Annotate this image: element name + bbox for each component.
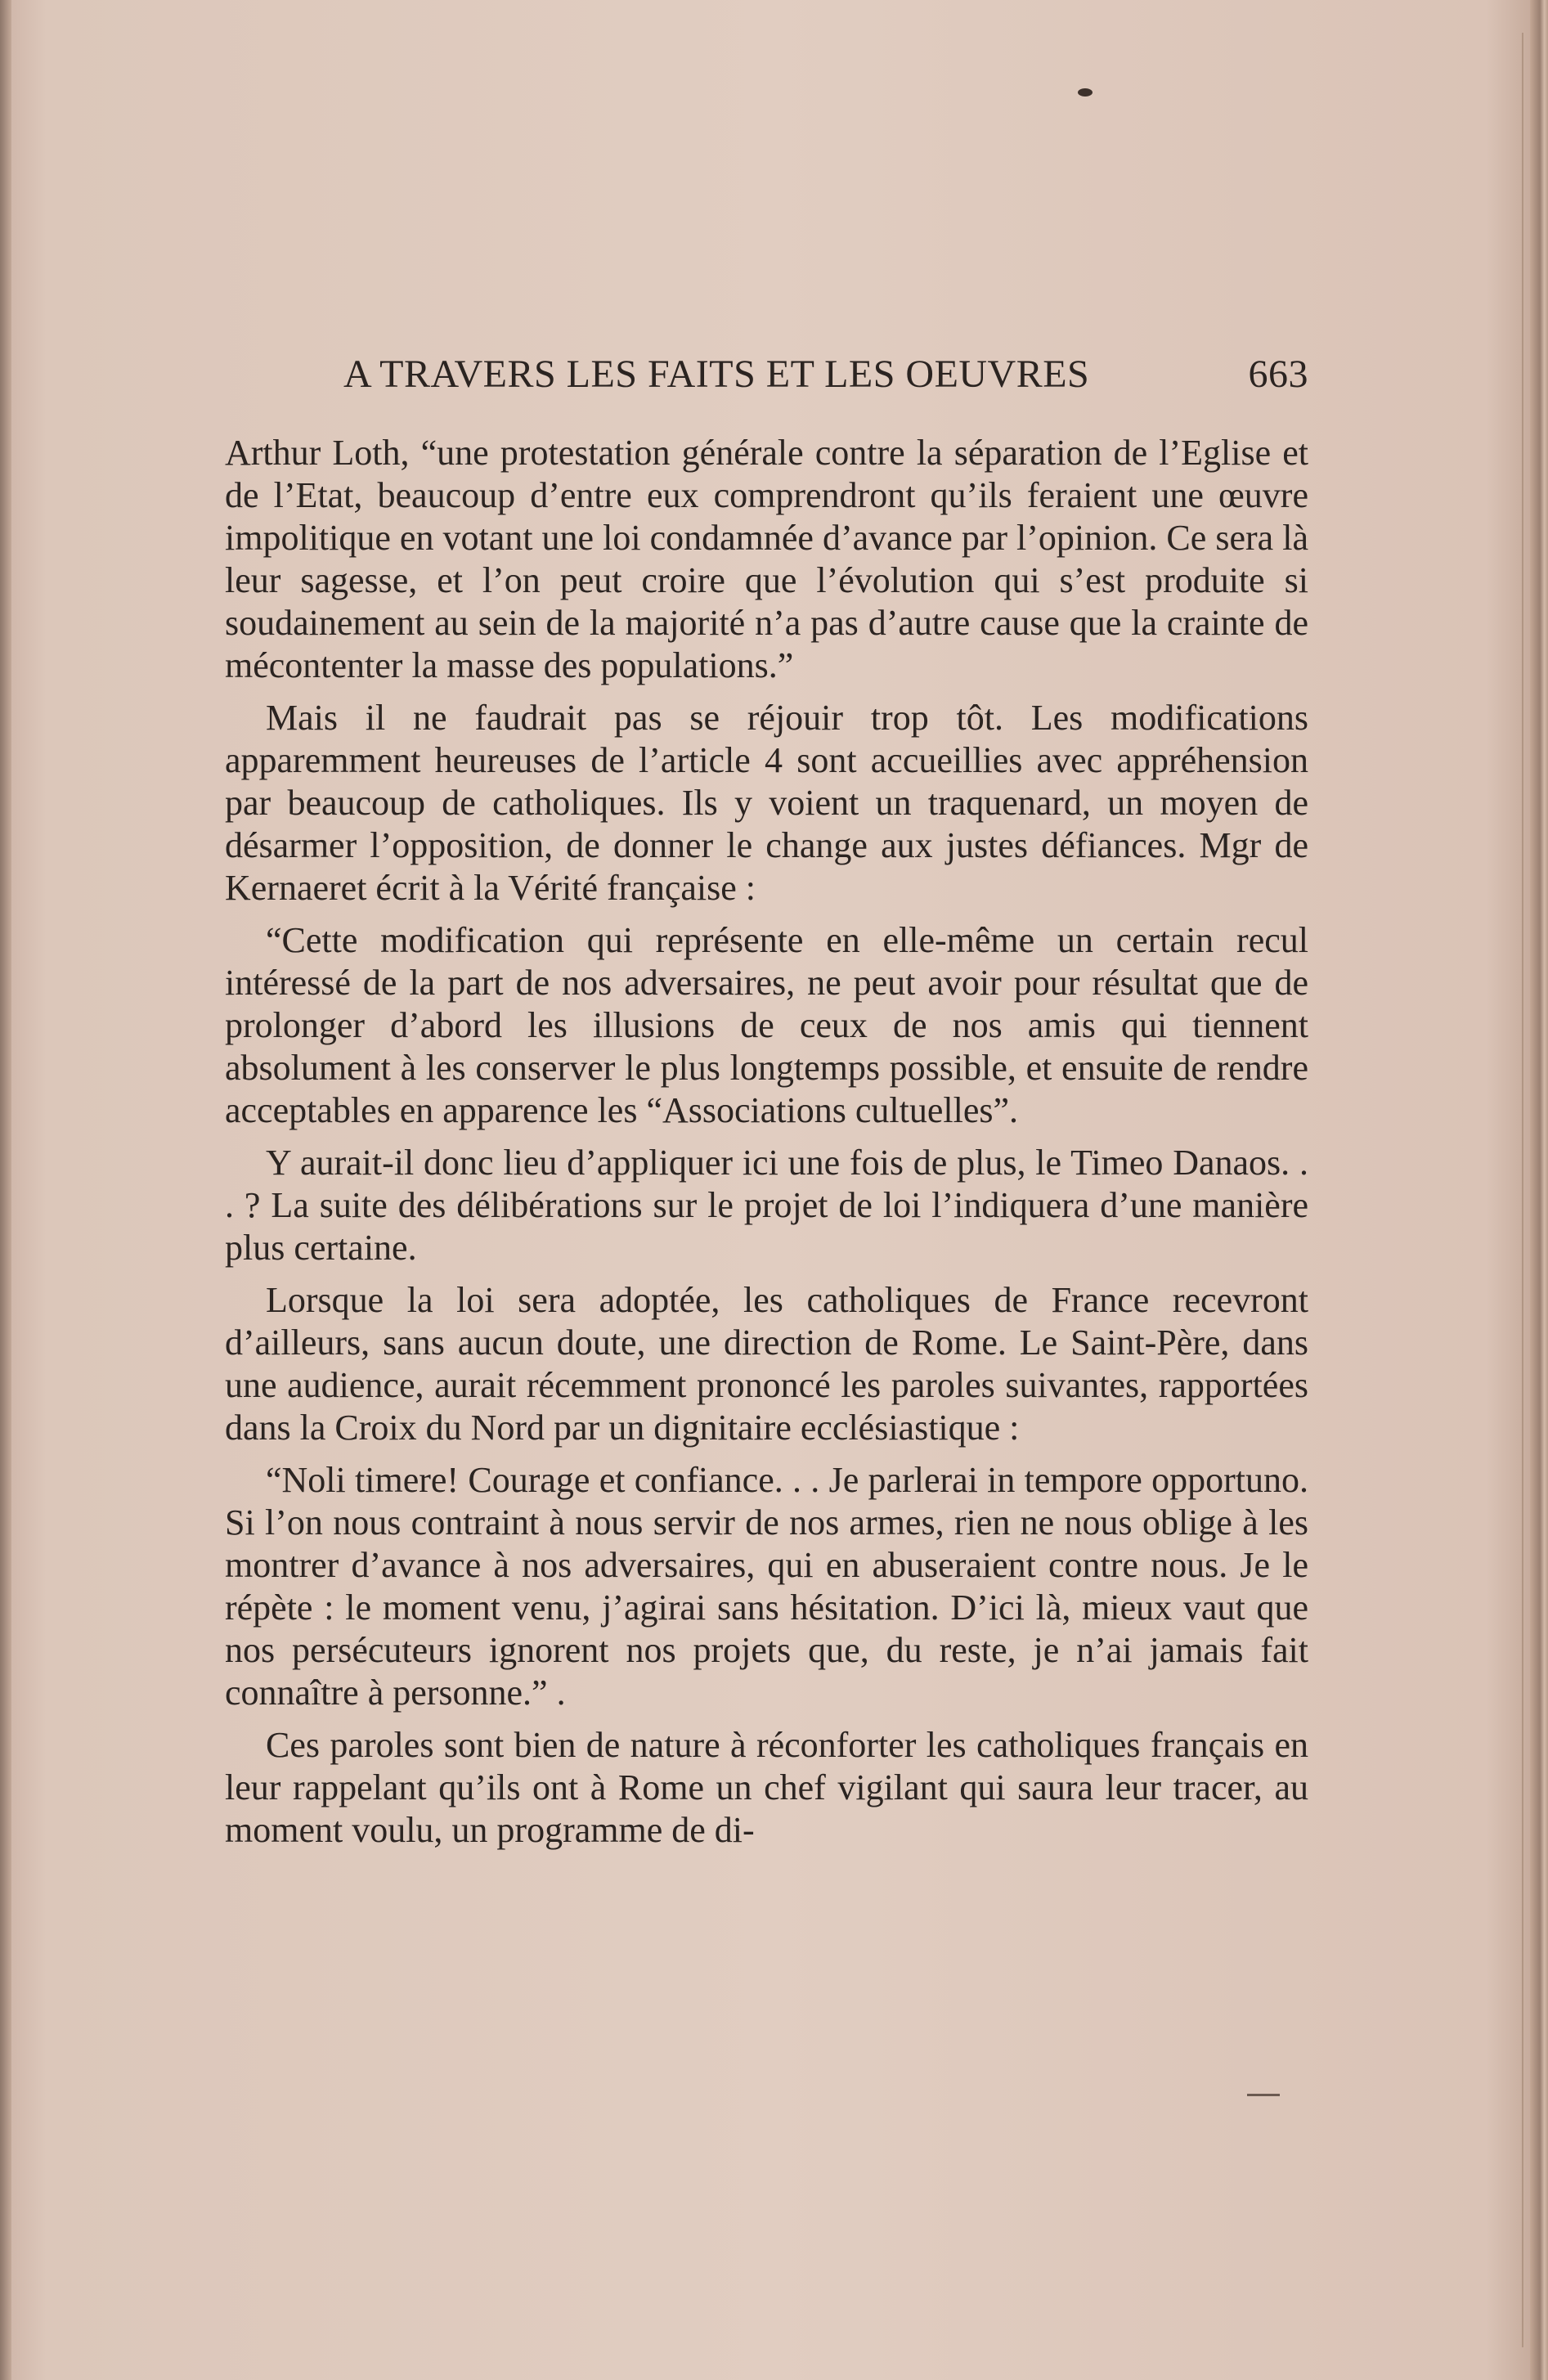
quotation-paragraph: “Noli timere! Courage et confiance. . . Je parlerai in tempore opportuno. Si l’on nous contraint à nous servir de nos armes, rien ne nous oblige à les montrer d’avance à nos adversaires, qui en abuseraient contre nous. Je le répète : le moment venu, j’agirai sans hésitation. D’ici là, mieux vaut que nos persécuteurs ignorent nos projets que, du reste, je n’ai jamais fait connaître à personne.” .: [225, 1460, 1308, 1713]
page-edge: [1530, 0, 1548, 2380]
paragraph: Arthur Loth, “une protestation générale contre la séparation de l’Eglise et de l’Etat, beaucoup d’entre eux comprendront qu’ils feraient une œuvre impolitique en votant une loi condamnée d’avance par l’opinion. Ce sera là leur sagesse, et l’on peut croire que l’évolution qui s’est produite si soudainement au sein de la majorité n’a pas d’autre cause que la crainte de mécontenter la masse des populations.”: [225, 433, 1308, 685]
body-text: [225, 432, 1308, 1861]
ink-smudge: [1247, 2094, 1280, 2096]
ink-mark: [1078, 88, 1093, 97]
quotation-paragraph: “Cette modification qui représente en elle-même un certain recul intéressé de la part de nos adversaires, ne peut avoir pour résultat que de prolonger d’abord les illusions de ceux de nos amis qui tiennent absolument à les conserver le plus longtemps possible, et ensuite de rendre acceptables en apparence les “Associations cultuelles”.: [225, 920, 1308, 1130]
paragraph: Lorsque la loi sera adoptée, les catholiques de France recevront d’ailleurs, sans aucun doute, une direction de Rome. Le Saint-Père, dans une audience, aurait récemment prononcé les paroles suivantes, rapportées dans la Croix du Nord par un dignitaire ecclésiastique :: [225, 1280, 1308, 1448]
paragraph: Y aurait-il donc lieu d’appliquer ici une fois de plus, le Timeo Danaos. . . ? La suite des délibérations sur le projet de loi l’indiquera d’une manière plus certaine.: [225, 1143, 1308, 1268]
page-gutter: [0, 0, 11, 2380]
page-number: 663: [1248, 353, 1308, 396]
paragraph: Ces paroles sont bien de nature à réconforter les catholiques français en leur rappelant qu’ils ont à Rome un chef vigilant qui saura leur tracer, au moment voulu, un programme de di-: [225, 1725, 1308, 1850]
paragraph: Mais il ne faudrait pas se réjouir trop tôt. Les modifications apparemment heureuses de l’article 4 sont accueillies avec appréhension par beaucoup de catholiques. Ils y voient un traquenard, un moyen de désarmer l’opposition, de donner le change aux justes défiances. Mgr de Kernaeret écrit à la Vérité française :: [225, 698, 1308, 908]
running-title: A TRAVERS LES FAITS ET LES OEUVRES: [343, 353, 1090, 396]
running-header: [343, 352, 1308, 401]
page-edge-line: [1522, 33, 1523, 2347]
